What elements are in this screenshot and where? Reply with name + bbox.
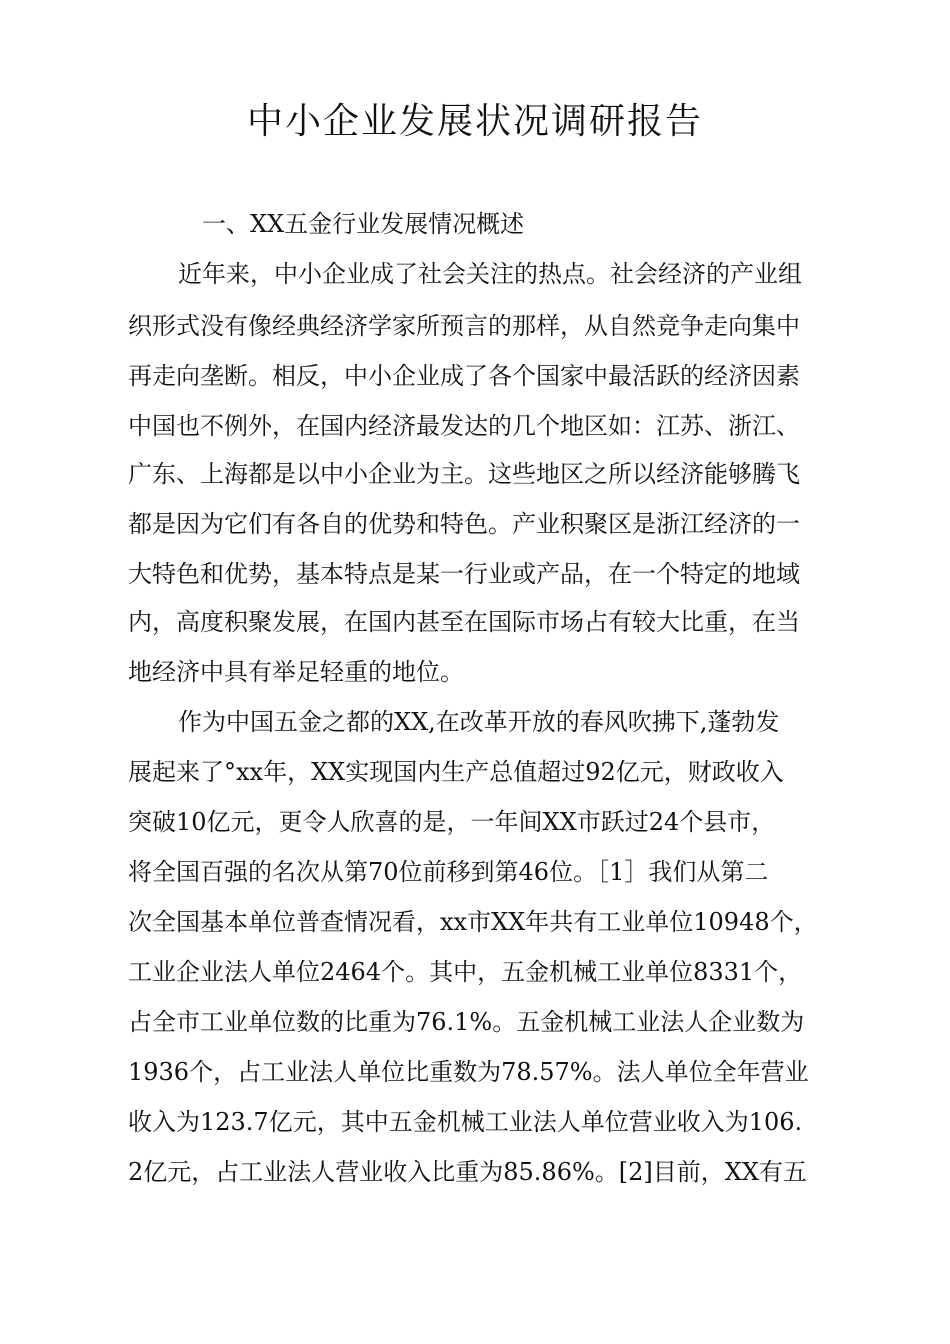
paragraph-line: 突破10亿元，更令人欣喜的是，一年间XX市跃过24个县市，: [128, 808, 776, 836]
paragraph-line: 近年来，中小企业成了社会关注的热点。社会经济的产业组: [178, 260, 802, 288]
paragraph-line: 广东、上海都是以中小企业为主。这些地区之所以经济能够腾飞: [128, 460, 800, 488]
paragraph-line: 作为中国五金之都的XX,在改革开放的春风吹拂下,蓬勃发: [178, 708, 780, 736]
paragraph-line: 收入为123.7亿元，其中五金机械工业法人单位营业收入为106.: [128, 1108, 803, 1136]
paragraph-line: 中国也不例外，在国内经济最发达的几个地区如：江苏、浙江、: [128, 412, 800, 440]
paragraph-line: 工业企业法人单位2464个。其中，五金机械工业单位8331个，: [128, 958, 803, 986]
paragraph-line: 次全国基本单位普查情况看，xx市XX年共有工业单位10948个，: [128, 908, 818, 936]
section-heading: 一、XX五金行业发展情况概述: [202, 210, 525, 238]
document-title: 中小企业发展状况调研报告: [246, 101, 703, 142]
paragraph-line: 大特色和优势，基本特点是某一行业或产品，在一个特定的地域: [128, 560, 800, 588]
paragraph-line: 展起来了°xx年，XX实现国内生产总值超过92亿元，财政收入: [128, 758, 784, 786]
paragraph-line: 内，高度积聚发展，在国内甚至在国际市场占有较大比重，在当: [128, 608, 800, 636]
paragraph-line: 织形式没有像经典经济学家所预言的那样，从自然竞争走向集中: [128, 312, 800, 340]
paragraph-line: 地经济中具有举足轻重的地位。: [128, 658, 464, 686]
paragraph-line: 1936个，占工业法人单位比重数为78.57%。法人单位全年营业: [128, 1058, 809, 1086]
paragraph-line: 再走向垄断。相反，中小企业成了各个国家中最活跃的经济因素: [128, 362, 800, 390]
paragraph-line: 占全市工业单位数的比重为76.1%。五金机械工业法人企业数为: [128, 1008, 805, 1036]
paragraph-line: 将全国百强的名次从第70位前移到第46位。［1］我们从第二: [128, 858, 769, 886]
paragraph-line: 2亿元，占工业法人营业收入比重为85.86%。[2]目前，XX有五: [128, 1158, 807, 1186]
paragraph-line: 都是因为它们有各自的优势和特色。产业积聚区是浙江经济的一: [128, 510, 800, 538]
